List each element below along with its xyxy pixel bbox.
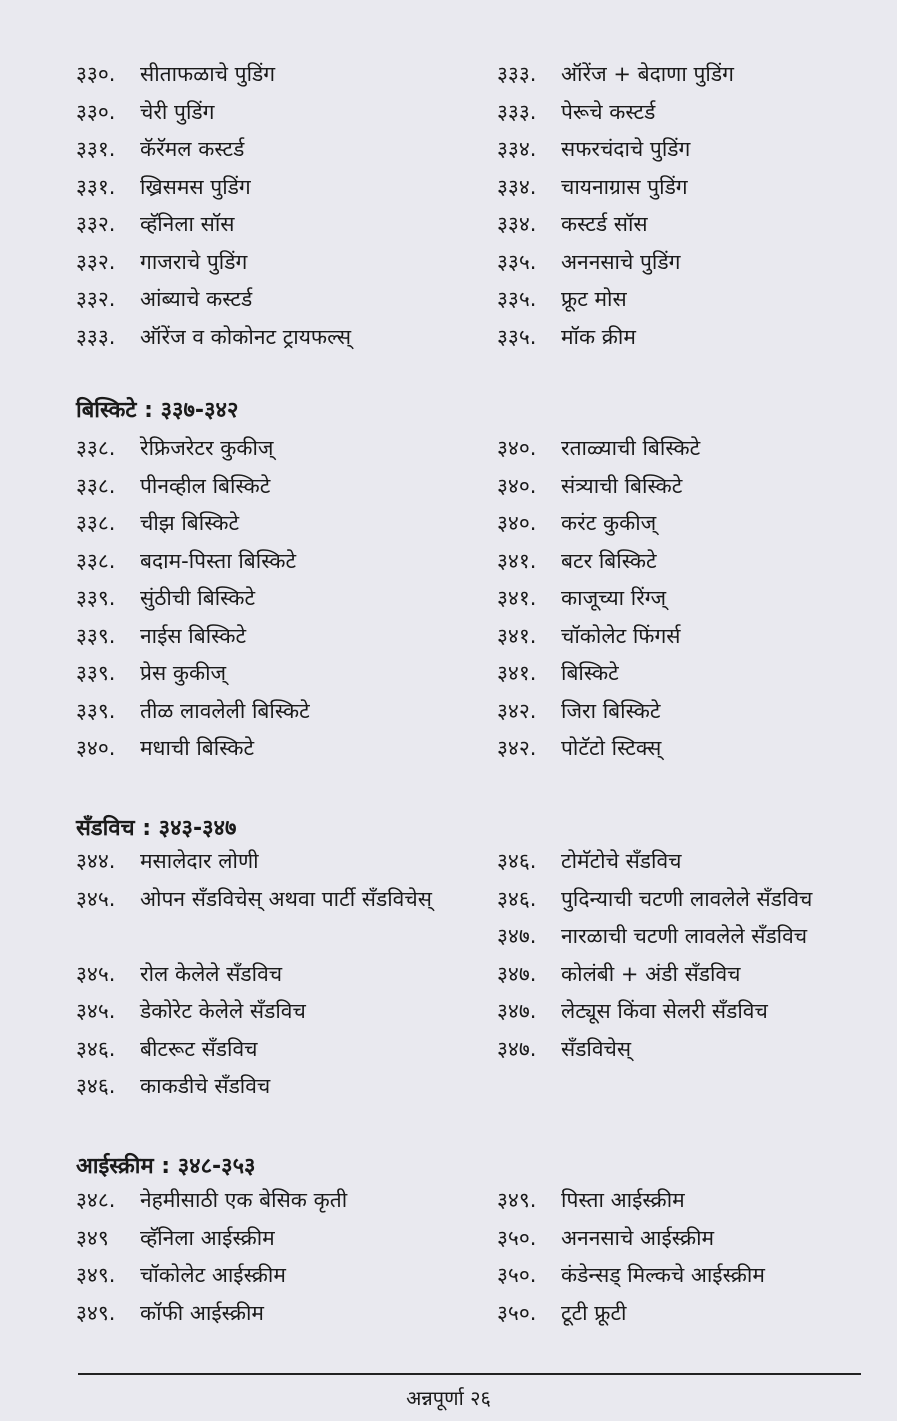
recipe-title: फ्रूट मोस (561, 287, 627, 311)
recipe-title: बटर बिस्किटे (561, 548, 657, 573)
page-number: ३४०. (497, 473, 537, 498)
page-number: ३४१. (497, 661, 537, 685)
index-entry (76, 618, 476, 656)
recipe-title: ख्रिसमस पुडिंग (140, 174, 251, 199)
page-number: ३५०. (497, 1300, 537, 1325)
column-left (76, 430, 476, 768)
index-entry (497, 843, 892, 881)
recipe-title: सीताफळाचे पुडिंग (140, 62, 276, 86)
column-left (76, 56, 476, 356)
recipe-title: टूटी फ्रूटी (561, 1300, 627, 1325)
column-right (497, 56, 892, 356)
index-entry (76, 881, 476, 956)
page-number: ३३१. (76, 137, 116, 161)
recipe-title: पुदिन्याची चटणी लावलेले सँडविच (561, 886, 813, 911)
page-number: ३३५. (497, 287, 537, 311)
recipe-title: व्हॅनिला आईस्क्रीम (140, 1225, 275, 1250)
page-number: ३४४. (76, 849, 116, 873)
page-number: ३४८. (76, 1188, 116, 1212)
page-number: ३३३. (76, 324, 116, 349)
page-number: ३४१. (497, 548, 537, 573)
recipe-title: बिस्किटे (561, 661, 619, 685)
index-entry (76, 94, 476, 132)
index-entry (497, 693, 892, 731)
recipe-title: चीझ बिस्किटे (140, 511, 240, 535)
recipe-title: पीनव्हील बिस्किटे (140, 473, 271, 498)
page-number: ३३२. (76, 287, 116, 311)
recipe-title: नाईस बिस्किटे (140, 623, 247, 648)
index-entry (497, 881, 892, 919)
page-number: ३४०. (497, 436, 537, 460)
index-entry (497, 430, 892, 468)
page-number: ३३९. (76, 623, 116, 648)
recipe-title: ओपन सँडविचेस् अथवा पार्टी सँडविचेस् (140, 886, 432, 911)
recipe-title: अननसाचे पुडिंग (561, 249, 681, 274)
recipe-title: सुंठीची बिस्किटे (140, 586, 256, 610)
index-entry (76, 244, 476, 282)
index-entry (497, 580, 892, 618)
column-left (76, 1182, 476, 1332)
index-entry (497, 94, 892, 132)
recipe-title: कॅरॅमल कस्टर्ड (140, 137, 245, 161)
page-number: ३३५. (497, 324, 537, 349)
page-number: ३४७. (497, 999, 537, 1023)
recipe-title: रेफ्रिजरेटर कुकीज् (140, 436, 274, 460)
recipe-title: मसालेदार लोणी (140, 849, 259, 873)
recipe-title: तीळ लावलेली बिस्किटे (140, 698, 310, 723)
recipe-title: रोल केलेले सँडविच (140, 961, 283, 986)
recipe-title: संत्र्याची बिस्किटे (561, 473, 683, 498)
index-entry (497, 1031, 892, 1069)
page-number: ३४६. (76, 1074, 116, 1098)
page-number: ३३३. (497, 62, 537, 86)
page-number: ३४९. (76, 1300, 116, 1325)
index-entry (497, 206, 892, 244)
index-entry (497, 319, 892, 357)
page-number: ३३१. (76, 174, 116, 199)
page-number: ३३४. (497, 212, 537, 236)
section-heading: बिस्किटे : ३३७-३४२ (76, 398, 239, 423)
page-number: ३३९. (76, 698, 116, 723)
recipe-title: पोटॅटो स्टिक्स् (561, 736, 662, 760)
index-entry (497, 918, 892, 956)
recipe-title: नारळाची चटणी लावलेले सँडविच (561, 924, 808, 948)
recipe-title: पिस्ता आईस्क्रीम (561, 1188, 685, 1212)
index-entry (76, 1068, 476, 1106)
index-entry (497, 505, 892, 543)
index-entry (76, 430, 476, 468)
section-heading: सँडविच : ३४३-३४७ (76, 816, 237, 841)
recipe-title: जिरा बिस्किटे (561, 698, 661, 723)
recipe-title: चेरी पुडिंग (140, 99, 215, 124)
recipe-title: लेट्यूस किंवा सेलरी सँडविच (561, 999, 768, 1023)
index-entry (497, 244, 892, 282)
page-number: ३४२. (497, 736, 537, 760)
index-entry (76, 468, 476, 506)
column-right (497, 430, 892, 768)
index-entry (497, 1257, 892, 1295)
page-number: ३३९. (76, 661, 116, 685)
index-entry (497, 131, 892, 169)
page-number: ३३८. (76, 511, 116, 535)
index-entry (497, 956, 892, 994)
recipe-title: कंडेन्सड् मिल्कचे आईस्क्रीम (561, 1263, 765, 1287)
recipe-title: मधाची बिस्किटे (140, 736, 255, 760)
page-number: ३४९. (76, 1263, 116, 1287)
index-entry (497, 1220, 892, 1258)
page-number: ३४५. (76, 999, 116, 1023)
index-entry (76, 693, 476, 731)
recipe-title: चॉकोलेट फिंगर्स (561, 623, 681, 648)
recipe-title: गाजराचे पुडिंग (140, 249, 248, 274)
index-entry (76, 505, 476, 543)
page-number: ३४०. (76, 736, 116, 760)
index-entry (497, 655, 892, 693)
page-number: ३४२. (497, 698, 537, 723)
index-entry (76, 1031, 476, 1069)
page-number: ३४९. (497, 1188, 537, 1212)
recipe-title: काजूच्या रिंग्ज् (561, 586, 667, 610)
page-number: ३४७. (497, 961, 537, 986)
recipe-title: चॉकोलेट आईस्क्रीम (140, 1263, 286, 1287)
column-left (76, 843, 476, 1106)
page-number: ३४६. (497, 886, 537, 911)
recipe-title: सफरचंदाचे पुडिंग (561, 137, 691, 161)
page-number: ३३२. (76, 212, 116, 236)
recipe-title: बीटरूट सँडविच (140, 1036, 258, 1061)
recipe-title: मॉक क्रीम (561, 324, 636, 349)
page-number: ३४६. (76, 1036, 116, 1061)
page-number: ३४५. (76, 961, 116, 986)
index-entry (76, 730, 476, 768)
recipe-title: रताळ्याची बिस्किटे (561, 436, 701, 460)
index-entry (76, 1257, 476, 1295)
column-right (497, 1182, 892, 1332)
index-entry (497, 56, 892, 94)
recipe-title: करंट कुकीज् (561, 511, 657, 535)
page-number: ३३८. (76, 473, 116, 498)
recipe-title: बदाम-पिस्ता बिस्किटे (140, 548, 297, 573)
page-number: ३५०. (497, 1263, 537, 1287)
index-entry (497, 1295, 892, 1333)
index-entry (76, 580, 476, 618)
recipe-title: कस्टर्ड सॉस (561, 212, 648, 236)
index-entry (497, 1182, 892, 1220)
page-number: ३३८. (76, 548, 116, 573)
index-entry (497, 730, 892, 768)
recipe-title: अननसाचे आईस्क्रीम (561, 1225, 715, 1250)
index-entry (76, 1182, 476, 1220)
page-number: ३४७. (497, 924, 537, 948)
page-number: ३३०. (76, 62, 116, 86)
page-number: ३४७. (497, 1036, 537, 1061)
index-entry (497, 281, 892, 319)
index-entry (497, 543, 892, 581)
footer-divider (78, 1373, 861, 1375)
index-entry (497, 169, 892, 207)
page-number: ३३९. (76, 586, 116, 610)
index-entry (76, 655, 476, 693)
index-entry (497, 468, 892, 506)
index-entry (76, 206, 476, 244)
recipe-title: ऑरेंज + बेदाणा पुडिंग (561, 62, 734, 86)
index-entry (497, 618, 892, 656)
page-number: ३४१. (497, 586, 537, 610)
recipe-title: नेहमीसाठी एक बेसिक कृती (140, 1188, 348, 1212)
page-footer: अन्नपूर्णा २६ (406, 1386, 491, 1410)
recipe-title: प्रेस कुकीज् (140, 661, 227, 685)
page-number: ३३८. (76, 436, 116, 460)
page-number: ३४५. (76, 886, 116, 911)
column-right (497, 843, 892, 1068)
index-entry (76, 319, 476, 357)
page-number: ३४०. (497, 511, 537, 535)
index-entry (76, 543, 476, 581)
page-number: ३४१. (497, 623, 537, 648)
recipe-title: ऑरेंज व कोकोनट ट्रायफल्स् (140, 324, 352, 349)
index-entry (76, 131, 476, 169)
recipe-title: सँडविचेस् (561, 1036, 632, 1061)
recipe-title: पेरूचे कस्टर्ड (561, 99, 656, 124)
recipe-title: डेकोरेट केलेले सँडविच (140, 999, 306, 1023)
recipe-title: काकडीचे सँडविच (140, 1074, 271, 1098)
recipe-title: आंब्याचे कस्टर्ड (140, 287, 253, 311)
recipe-title: टोमॅटोचे सँडविच (561, 849, 682, 873)
page-number: ३४६. (497, 849, 537, 873)
index-entry (76, 169, 476, 207)
index-entry (76, 1295, 476, 1333)
page-number: ३३४. (497, 137, 537, 161)
recipe-title: कोलंबी + अंडी सँडविच (561, 961, 741, 986)
section-heading: आईस्क्रीम : ३४८-३५३ (76, 1154, 256, 1179)
index-entry (76, 281, 476, 319)
index-entry (76, 56, 476, 94)
index-entry (76, 993, 476, 1031)
page-number: ३३३. (497, 99, 537, 124)
index-entry (76, 1220, 476, 1258)
recipe-title: चायनाग्रास पुडिंग (561, 174, 688, 199)
recipe-title: व्हॅनिला सॉस (140, 212, 235, 236)
index-entry (76, 843, 476, 881)
index-entry (497, 993, 892, 1031)
page-number: ३३०. (76, 99, 116, 124)
recipe-title: कॉफी आईस्क्रीम (140, 1300, 264, 1325)
index-entry (76, 956, 476, 994)
page-number: ३३४. (497, 174, 537, 199)
page-number: ३३५. (497, 249, 537, 274)
page-number: ३३२. (76, 249, 116, 274)
page-number: ३४९ (76, 1225, 109, 1250)
page-number: ३५०. (497, 1225, 537, 1250)
